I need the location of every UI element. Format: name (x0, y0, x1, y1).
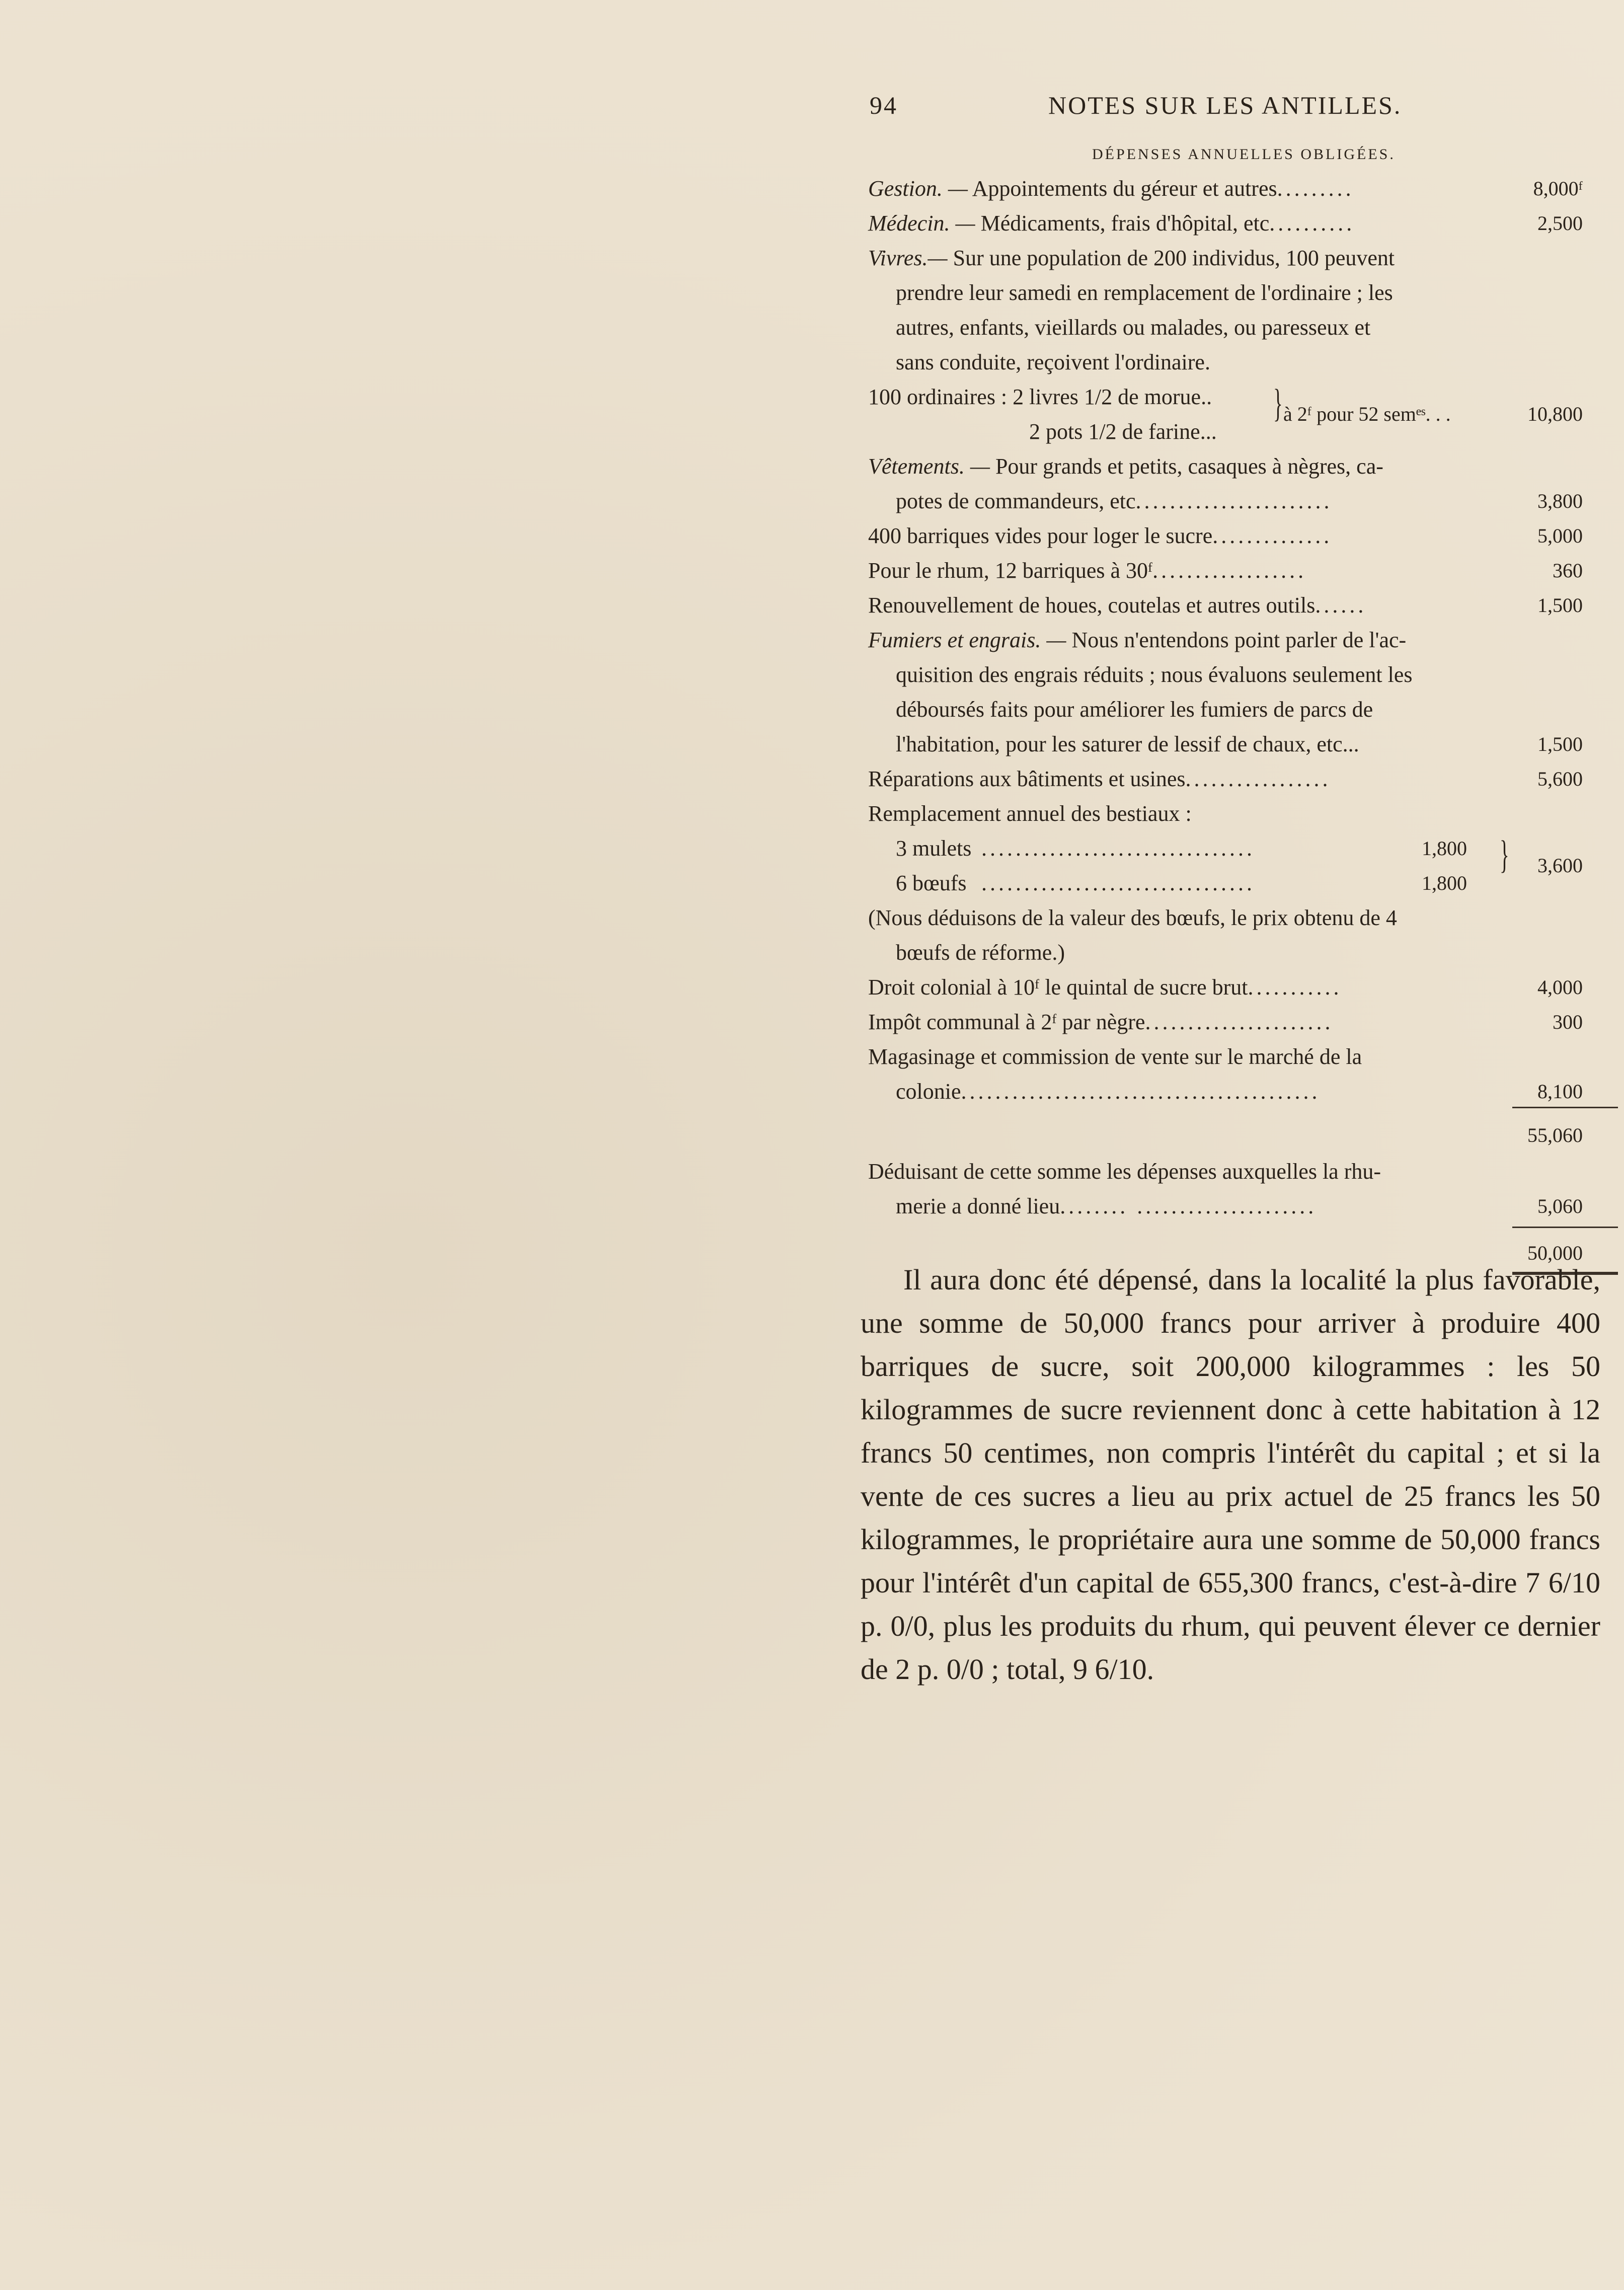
row-houes (868, 588, 1583, 623)
row-text: bœufs de réforme.) (896, 940, 1065, 965)
expense-table (868, 171, 1583, 1274)
row-text: Remplacement annuel des bestiaux : (868, 801, 1192, 826)
row-rate: à 2ᶠ pour 52 semᵉˢ. . . (1283, 403, 1451, 425)
row-text: colonie (896, 1079, 961, 1104)
row-amount: 5,000 (1537, 524, 1583, 547)
row-deduction-cont (868, 1189, 1583, 1224)
row-text: 400 barriques vides pour loger le sucre (868, 523, 1213, 548)
row-label: Vivres.— (868, 246, 948, 270)
row-label: Médecin. — (868, 211, 975, 236)
row-label: Vêtements. — (868, 454, 990, 479)
row-vetements-cont (868, 484, 1583, 518)
row-fumiers (868, 623, 1507, 657)
row-text: sans conduite, reçoivent l'ordinaire. (896, 350, 1210, 374)
row-vivres (868, 241, 1507, 275)
row-rhum (868, 553, 1583, 588)
row-medecin (868, 206, 1583, 241)
leader-dots: .......................................... (961, 1079, 1321, 1104)
row-impot (868, 1005, 1583, 1039)
row-text: Appointements du géreur et autres (972, 176, 1277, 201)
row-text: déboursés faits pour améliorer les fumiers de parcs de (896, 697, 1373, 722)
row-reparations (868, 761, 1583, 796)
row-text: quisition des engrais réduits ; nous évaluons seulement les (896, 662, 1413, 687)
row-fumiers-cont (868, 657, 1507, 692)
leader-dots: ...................... (1145, 1010, 1334, 1034)
row-amount: 1,500 (1537, 594, 1583, 617)
row-subamount: 1,800 (1422, 837, 1467, 860)
row-magasinage (868, 1039, 1507, 1074)
row-text: prendre leur samedi en remplacement de l'ordinaire ; les (896, 280, 1393, 305)
row-bestiaux (868, 796, 1507, 831)
row-amount: 10,800 (1527, 403, 1583, 425)
row-bestiaux-detail (868, 831, 1583, 900)
brace-icon: } (1500, 832, 1509, 876)
sum-rule (1512, 1107, 1618, 1108)
leader-dots: ................................ (981, 871, 1255, 895)
row-text: (Nous déduisons de la valeur des bœufs, le prix obtenu de 4 (868, 905, 1397, 930)
row-fumiers-cont (868, 727, 1583, 761)
leader-dots: ........ ..................... (1060, 1194, 1317, 1218)
leader-dots: ........... (1248, 975, 1342, 1000)
row-text: autres, enfants, vieillards ou malades, ou paresseux et (896, 315, 1371, 340)
row-bestiaux-note (868, 935, 1507, 970)
row-amount: 3,600 (1537, 854, 1583, 877)
row-text: 100 ordinaires : 2 livres 1/2 de morue.. (868, 385, 1212, 409)
row-amount: 5,060 (1537, 1195, 1583, 1217)
row-bestiaux-note (868, 900, 1507, 935)
body-paragraph: Il aura donc été dépensé, dans la localité la plus favorable, une somme de 50,000 francs pour arriver à produire 400 barriques de sucre, soit 200,000 kilogrammes : les 50 kilogrammes de sucre reviennent donc à cette habitation à 12 francs 50 centimes, non compris l'intérêt du capital ; et si la vente de ces sucres a lieu au prix actuel de 25 francs les 50 kilogrammes, le propriétaire aura une somme de 50,000 francs pour l'intérêt d'un capital de 655,300 francs, c'est-à-dire 7 6/10 p. 0/0, plus les produits du rhum, qui peuvent élever ce dernier de 2 p. 0/0 ; total, 9 6/10. (861, 1263, 1600, 1686)
row-text: Réparations aux bâtiments et usines (868, 767, 1186, 791)
leader-dots: ....................... (1135, 489, 1333, 513)
leader-dots: .............. (1212, 523, 1333, 548)
row-amount: 1,500 (1537, 733, 1583, 755)
row-text: Renouvellement de houes, coutelas et autres outils (868, 593, 1316, 618)
sum-rule (1512, 1227, 1618, 1228)
row-text: l'habitation, pour les saturer de lessif de chaux, etc... (896, 732, 1359, 756)
row-ordinaires (868, 379, 1583, 449)
row-gestion (868, 171, 1583, 206)
row-vetements (868, 449, 1507, 484)
leader-dots: ................. (1185, 767, 1331, 791)
leader-dots: ................................ (981, 836, 1255, 861)
page-number: 94 (870, 91, 898, 119)
row-droit (868, 970, 1583, 1005)
row-fumiers-cont (868, 692, 1507, 727)
row-label: Gestion. — (868, 176, 968, 201)
running-title: NOTES SUR LES ANTILLES. (1048, 91, 1402, 119)
section-title: DÉPENSES ANNUELLES OBLIGÉES. (1092, 146, 1396, 163)
row-text: Pour grands et petits, casaques à nègres, ca- (995, 454, 1383, 479)
row-text: Médicaments, frais d'hôpital, etc (980, 211, 1270, 236)
row-vivres-cont (868, 275, 1507, 310)
row-amount: 5,600 (1537, 768, 1583, 790)
row-text: Nous n'entendons point parler de l'ac- (1071, 628, 1407, 652)
row-barriques (868, 518, 1583, 553)
total-amount: 55,060 (1527, 1124, 1583, 1147)
row-amount: 3,800 (1537, 490, 1583, 512)
leader-dots: ...... (1315, 593, 1367, 618)
row-text: Droit colonial à 10ᶠ le quintal de sucre brut (868, 975, 1248, 1000)
row-text: 2 pots 1/2 de farine... (1029, 419, 1217, 444)
leader-dots: ......... (1277, 176, 1354, 201)
brace-icon: } (1273, 381, 1283, 425)
row-magasinage-cont (868, 1074, 1583, 1109)
row-text: Déduisant de cette somme les dépenses auxquelles la rhu- (868, 1159, 1381, 1184)
row-text: Magasinage et commission de vente sur le marché de la (868, 1044, 1362, 1069)
row-text: 6 bœufs (896, 871, 967, 895)
row-amount: 2,500 (1537, 212, 1583, 235)
row-amount: 360 (1553, 559, 1583, 582)
row-vivres-cont (868, 345, 1507, 379)
row-amount: 4,000 (1537, 976, 1583, 999)
row-text: Pour le rhum, 12 barriques à 30ᶠ (868, 558, 1153, 583)
row-total (868, 1109, 1583, 1154)
row-amount: 8,100 (1537, 1080, 1583, 1103)
row-text: merie a donné lieu (896, 1194, 1060, 1218)
net-total-amount: 50,000 (1527, 1242, 1583, 1264)
row-vivres-cont (868, 310, 1507, 345)
row-text: potes de commandeurs, etc (896, 489, 1136, 513)
leader-dots: .................. (1152, 558, 1307, 583)
row-text: 3 mulets (896, 836, 972, 861)
row-amount: 300 (1553, 1011, 1583, 1033)
row-subamount: 1,800 (1422, 872, 1467, 894)
leader-dots: .......... (1269, 211, 1355, 236)
row-label: Fumiers et engrais. — (868, 628, 1066, 652)
row-text: Sur une population de 200 individus, 100 peuvent (953, 246, 1395, 270)
row-deduction (868, 1154, 1507, 1189)
row-text: Impôt communal à 2ᶠ par nègre (868, 1010, 1145, 1034)
row-amount: 8,000ᶠ (1533, 177, 1583, 200)
